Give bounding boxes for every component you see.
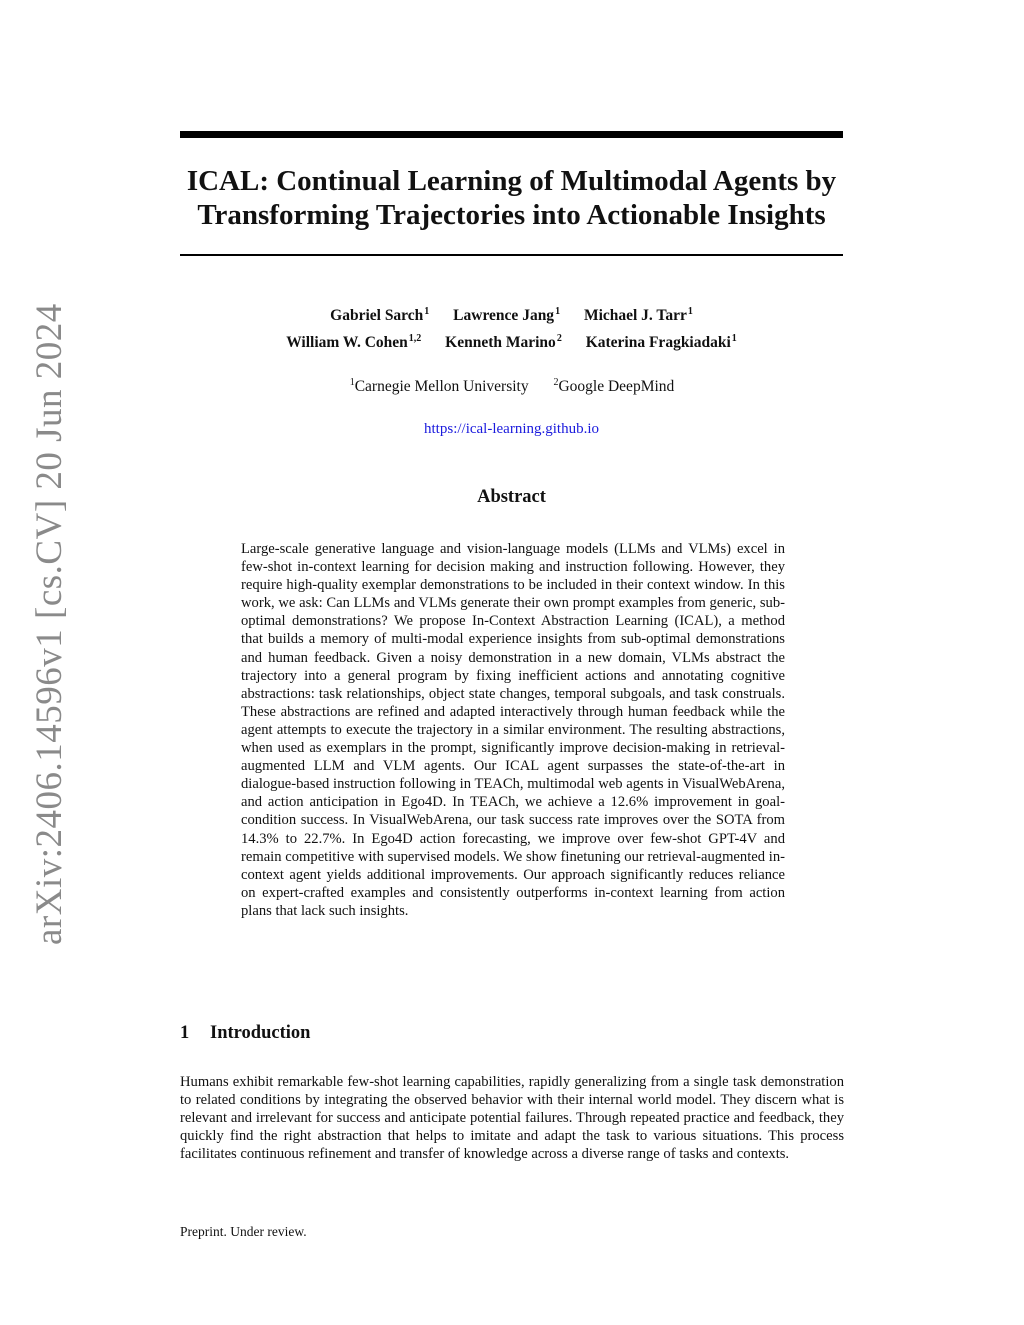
- section-title: Introduction: [210, 1023, 311, 1043]
- arxiv-identifier: arXiv:2406.14596v1 [cs.CV] 20 Jun 2024: [29, 303, 70, 945]
- title-line-1: ICAL: Continual Learning of Multimodal Agents by: [186, 165, 837, 197]
- paper-title: [180, 164, 843, 232]
- section-number: 1: [180, 1023, 190, 1043]
- affiliation: $^2$Google DeepMind: [553, 377, 675, 395]
- author: Katerina Fragkiadaki$^1$: [585, 333, 737, 351]
- abstract-heading: Abstract: [477, 487, 546, 507]
- affiliation: $^1$Carnegie Mellon University: [349, 377, 529, 395]
- title-line-2: Transforming Trajectories into Actionable Insights: [197, 199, 826, 231]
- title-bottom-rule: [180, 254, 843, 256]
- project-url-link[interactable]: https://ical-learning.github.io: [424, 421, 599, 437]
- author-row-1: [180, 298, 843, 325]
- author-list: [180, 298, 843, 352]
- author: Gabriel Sarch$^1$: [330, 306, 430, 324]
- author-row-2: [180, 325, 843, 352]
- author: Kenneth Marino$^2$: [445, 333, 562, 351]
- introduction-text: Humans exhibit remarkable few-shot learning capabilities, rapidly generalizing from a single task demonstration to related conditions by integrating the observed behavior with their internal world model. They discern what is relevant and irrelevant for success and anticipate potential failures. Through repeated practice and feedback, they quickly find the right abstraction that helps to imitate and adapt the task to various situations. This process facilitates continuous refinement and transfer of knowledge across a diverse range of tasks and contexts.: [180, 1074, 844, 1163]
- abstract-text: Large-scale generative language and vision-language models (LLMs and VLMs) excel in few-shot in-context learning for decision making and instruction following. However, they require high-quality exemplar demonstrations to be included in their context window. In this work, we ask: Can LLMs and VLMs generate their own prompt examples from generic, sub-optimal demonstrations? We propose In-Context Abstraction Learning (ICAL), a method that builds a memory of multi-modal experience insights from sub-optimal demonstrations and human feedback. Given a noisy demonstration in a new domain, VLMs abstract the trajectory into a general program by fixing inefficient actions and annotating cognitive abstractions: task relationships, object state changes, temporal subgoals, and task construals. These abstractions are refined and adapted interactively through human feedback while the agent attempts to execute the trajectory in a similar environment. The resulting abstractions, when used as exemplars in the prompt, significantly improve decision-making in retrieval-augmented LLM and VLM agents. Our ICAL agent surpasses the state-of-the-art in dialogue-based instruction following in TEACh, multimodal web agents in VisualWebArena, and action anticipation in Ego4D. In TEACh, we achieve a 12.6% improvement in goal-condition success. In VisualWebArena, our task success rate improves over the SOTA from 14.3% to 22.7%. In Ego4D action forecasting, we improve over few-shot GPT-4V and remain competitive with supervised models. We show finetuning our retrieval-augmented in-context agent yields additional improvements. Our approach significantly reduces reliance on expert-crafted examples and consistently outperforms in-context learning from action plans that lack such insights.: [241, 541, 785, 919]
- affiliations: [180, 373, 843, 397]
- title-top-rule: [180, 131, 843, 138]
- author: Lawrence Jang$^1$: [453, 306, 561, 324]
- preprint-footnote: Preprint. Under review.: [180, 1224, 307, 1239]
- introduction-heading: [180, 1023, 310, 1044]
- author: Michael J. Tarr$^1$: [583, 306, 693, 324]
- author: William W. Cohen$^{1,2}$: [286, 333, 422, 351]
